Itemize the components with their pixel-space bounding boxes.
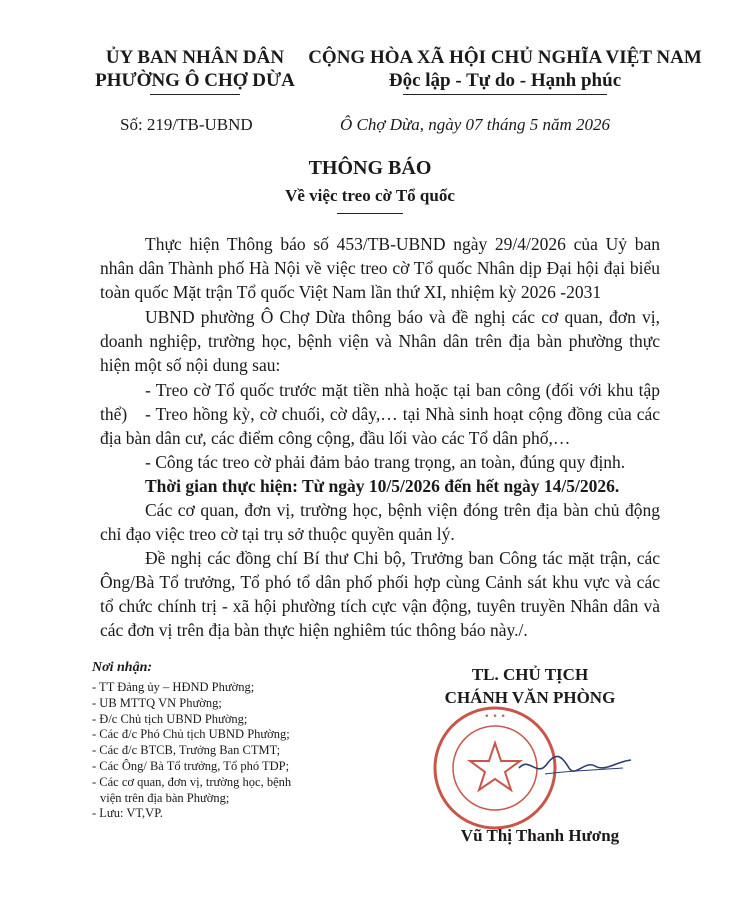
recipients-heading: Nơi nhận: xyxy=(92,660,153,675)
recipient-item: - Các đ/c BTCB, Trưởng Ban CTMT; xyxy=(92,743,281,758)
bullet-2: - Treo hồng kỳ, cờ chuối, cờ dây,… tại Nhà sinh hoạt cộng đồng của các địa bàn dân cư, các điểm công cộng, đầu lối vào các Tổ dân phố,… xyxy=(100,404,660,448)
place-date: Ô Chợ Dừa, ngày 07 tháng 5 năm 2026 xyxy=(340,115,611,134)
recipient-item: viện trên địa bàn Phường; xyxy=(100,790,230,805)
motto-underline xyxy=(403,94,607,95)
signer-name: Vũ Thị Thanh Hương xyxy=(460,826,620,845)
nation-name: CỘNG HÒA XÃ HỘI CHỦ NGHĨA VIỆT NAM xyxy=(308,47,702,68)
paragraph-4: Đề nghị các đồng chí Bí thư Chi bộ, Trưởng ban Công tác mặt trận, các Ông/Bà Tổ trưởng, Tổ phó tổ dân phố phối hợp cùng Cảnh sát khu vực và các tổ chức chính trị - xã hội phường tích cực vận động, tuyên truyền Nhân dân và các đơn vị trên địa bàn thực hiện nghiêm túc thông báo này./. xyxy=(100,548,660,640)
recipient-item: - Các cơ quan, đơn vị, trường học, bệnh xyxy=(92,774,292,789)
recipient-item: - Các đ/c Phó Chủ tịch UBND Phường; xyxy=(92,727,290,742)
implementation-time: Thời gian thực hiện: Từ ngày 10/5/2026 đến hết ngày 14/5/2026. xyxy=(145,476,620,496)
recipient-item: - TT Đảng ủy – HĐND Phường; xyxy=(92,680,255,694)
bullet-1: - Treo cờ Tổ quốc trước mặt tiền nhà hoặc tại ban công (đối với khu tập thể) xyxy=(100,380,660,424)
recipient-item: - Lưu: VT,VP. xyxy=(92,806,163,821)
signature-title-line-2: CHÁNH VĂN PHÒNG xyxy=(444,688,616,707)
bullet-3: - Công tác treo cờ phải đảm bảo trang trọng, an toàn, đúng quy định. xyxy=(145,452,626,472)
document-title: THÔNG BÁO xyxy=(308,157,432,179)
document-subtitle: Về việc treo cờ Tổ quốc xyxy=(285,186,455,205)
document-number: Số: 219/TB-UBND xyxy=(120,115,253,134)
signature-icon xyxy=(515,738,635,788)
issuing-authority xyxy=(60,46,330,92)
recipient-item: - Đ/c Chủ tịch UBND Phường; xyxy=(92,711,248,726)
paragraph-1: Thực hiện Thông báo số 453/TB-UBND ngày 29/4/2026 của Uỷ ban nhân dân Thành phố Hà Nội về việc treo cờ Tổ quốc Nhân dịp Đại hội đại biểu toàn quốc Mặt trận Tổ quốc Việt Nam lần thứ XI, nhiệm kỳ 2026 -2031 xyxy=(100,234,660,302)
authority-line-1: ỦY BAN NHÂN DÂN xyxy=(105,47,285,68)
recipient-item: - Các Ông/ Bà Tổ trưởng, Tổ phó TDP; xyxy=(92,758,290,773)
paragraph-2: UBND phường Ô Chợ Dừa thông báo và đề nghị các cơ quan, đơn vị, doanh nghiệp, trường học, bệnh viện và Nhân dân trên địa bàn phường thực hiện một số nội dung sau: xyxy=(100,307,660,375)
authority-line-2: PHƯỜNG Ô CHỢ DỪA xyxy=(95,70,295,91)
nation-motto: Độc lập - Tự do - Hạnh phúc xyxy=(388,70,622,91)
paragraph-3: Các cơ quan, đơn vị, trường học, bệnh viện đóng trên địa bàn chủ động chỉ đạo việc treo cờ tại trụ sở thuộc quyền quản lý. xyxy=(100,500,660,544)
authority-underline xyxy=(150,94,240,95)
recipients-list xyxy=(92,680,392,822)
national-header xyxy=(305,46,705,92)
subtitle-underline xyxy=(337,213,403,214)
recipient-item: - UB MTTQ VN Phường; xyxy=(92,695,222,710)
signature-title-line-1: TL. CHỦ TỊCH xyxy=(471,665,589,684)
svg-text:• • •: • • • xyxy=(484,712,506,722)
